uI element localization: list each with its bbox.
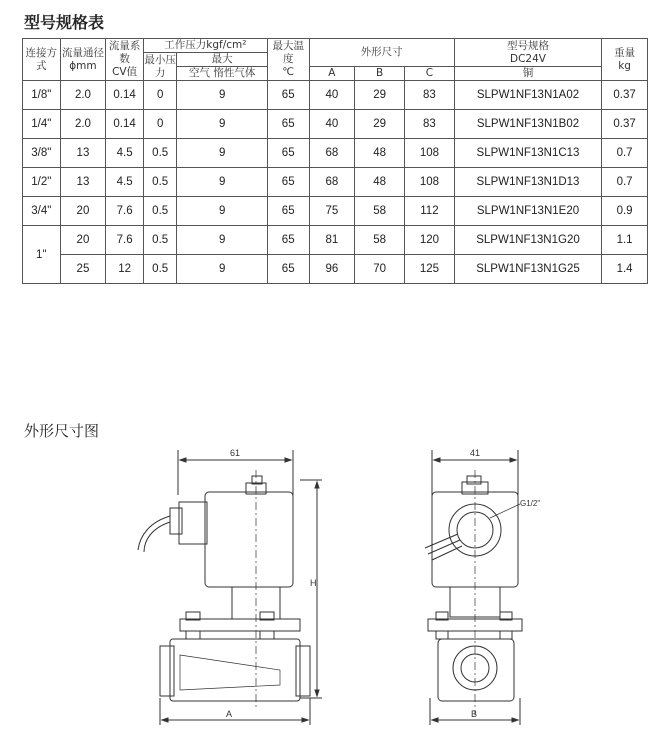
side-port-label: G1/2" [520,499,541,508]
drawing-title: 外形尺寸图 [24,422,100,440]
cell-temp: 65 [267,110,309,139]
cell-conn: 1/8" [23,81,61,110]
cell-temp: 65 [267,81,309,110]
cell-kg: 0.37 [602,110,648,139]
cell-model: SLPW1NF13N1G20 [454,226,601,255]
cell-bore: 20 [60,226,106,255]
cell-bore: 25 [60,255,106,284]
cell-a: 40 [309,81,355,110]
cell-model: SLPW1NF13N1E20 [454,197,601,226]
header-max-sub: 空气 惰性气体 [177,67,267,81]
cell-conn: 1" [23,226,61,284]
cell-bore: 13 [60,168,106,197]
header-temp: 最大温度 ℃ [267,39,309,81]
cell-c: 125 [405,255,455,284]
table-row [23,81,648,110]
cell-c: 83 [405,110,455,139]
cell-temp: 65 [267,197,309,226]
cell-temp: 65 [267,226,309,255]
cell-max: 9 [177,139,267,168]
cell-kg: 0.37 [602,81,648,110]
cell-kg: 0.9 [602,197,648,226]
cell-a: 75 [309,197,355,226]
cell-conn: 3/8" [23,139,61,168]
cell-a: 81 [309,226,355,255]
header-connection: 连接方式 [23,39,61,81]
cell-bore: 13 [60,139,106,168]
cell-min: 0.5 [143,168,177,197]
table-row [23,197,648,226]
header-dims: 外形尺寸 [309,39,454,67]
cell-b: 48 [355,168,405,197]
header-min-pressure: 最小压力 [144,53,176,79]
cell-cv: 4.5 [106,168,144,197]
header-weight: 重量 kg [602,39,648,81]
cell-max: 9 [177,81,267,110]
cell-b: 29 [355,110,405,139]
cell-min: 0.5 [143,139,177,168]
cell-b: 70 [355,255,405,284]
cell-bore: 2.0 [60,110,106,139]
cell-c: 83 [405,81,455,110]
cell-a: 68 [309,139,355,168]
header-dim-c: C [405,67,455,81]
cell-model: SLPW1NF13N1A02 [454,81,601,110]
header-pressure-group: 工作压力kgf/cm² [143,39,267,53]
front-width-label: 61 [230,448,241,458]
cell-b: 29 [355,81,405,110]
cell-c: 120 [405,226,455,255]
cell-a: 40 [309,110,355,139]
header-dim-a: A [309,67,355,81]
cell-cv: 12 [106,255,144,284]
front-height-label: H [310,578,317,588]
cell-max: 9 [177,168,267,197]
cell-max: 9 [177,197,267,226]
cell-kg: 0.7 [602,139,648,168]
cell-model: SLPW1NF13N1G25 [454,255,601,284]
cell-max: 9 [177,255,267,284]
side-base-label: B [471,709,478,719]
table-row [23,110,648,139]
cell-temp: 65 [267,255,309,284]
header-bore: 流量通径 ϕmm [60,39,106,81]
cell-bore: 20 [60,197,106,226]
cell-temp: 65 [267,168,309,197]
table-row [23,226,648,255]
side-width-label: 41 [470,448,481,458]
cell-kg: 1.4 [602,255,648,284]
cell-kg: 0.7 [602,168,648,197]
cell-bore: 2.0 [60,81,106,110]
header-model: 型号规格 DC24V [454,39,601,67]
table-row [23,139,648,168]
cell-c: 108 [405,139,455,168]
table-row [23,168,648,197]
cell-cv: 7.6 [106,197,144,226]
cell-c: 112 [405,197,455,226]
dimension-drawing [0,440,672,740]
cell-conn: 1/2" [23,168,61,197]
cell-conn: 3/4" [23,197,61,226]
cell-kg: 1.1 [602,226,648,255]
cell-model: SLPW1NF13N1B02 [454,110,601,139]
header-max: 最大 [177,53,267,67]
header-material: 铜 [454,67,601,81]
header-dim-b: B [355,67,405,81]
front-base-label: A [226,709,233,719]
spec-table [22,38,648,284]
page-title: 型号规格表 [24,13,105,32]
cell-min: 0 [143,110,177,139]
cell-b: 58 [355,226,405,255]
cell-model: SLPW1NF13N1C13 [454,139,601,168]
cell-cv: 0.14 [106,81,144,110]
cell-model: SLPW1NF13N1D13 [454,168,601,197]
cell-c: 108 [405,168,455,197]
cell-cv: 4.5 [106,139,144,168]
cell-b: 58 [355,197,405,226]
cell-min: 0 [143,81,177,110]
cell-min: 0.5 [143,226,177,255]
table-row [23,255,648,284]
cell-min: 0.5 [143,255,177,284]
cell-cv: 7.6 [106,226,144,255]
cell-max: 9 [177,110,267,139]
cell-a: 68 [309,168,355,197]
side-view [425,448,540,725]
cell-temp: 65 [267,139,309,168]
cell-conn: 1/4" [23,110,61,139]
cell-b: 48 [355,139,405,168]
cell-a: 96 [309,255,355,284]
header-cv: 流量系数 CV值 [106,39,144,81]
cell-cv: 0.14 [106,110,144,139]
front-view [138,448,322,725]
cell-min: 0.5 [143,197,177,226]
cell-max: 9 [177,226,267,255]
